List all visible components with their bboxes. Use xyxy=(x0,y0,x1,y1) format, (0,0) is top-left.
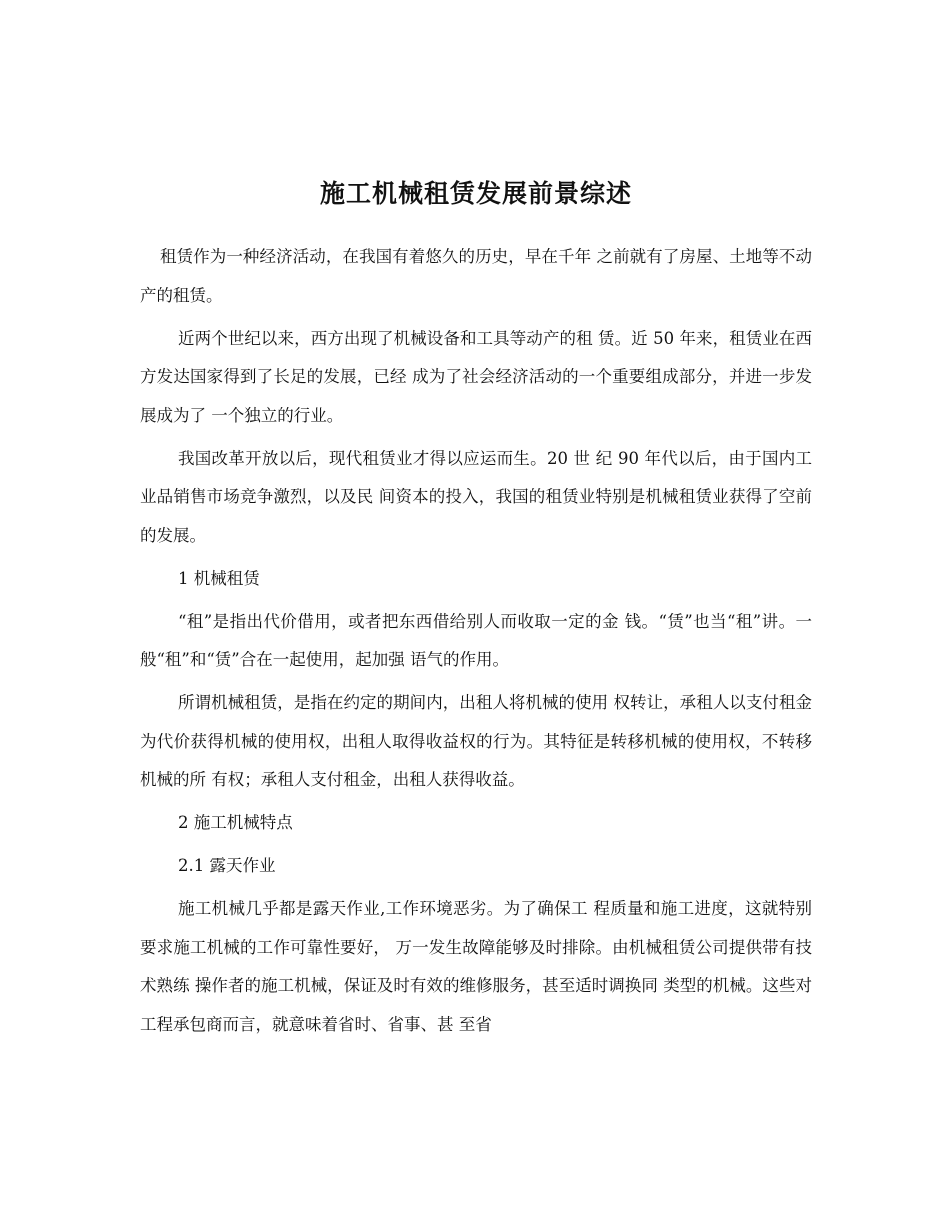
paragraph-western-leasing: 近两个世纪以来，西方出现了机械设备和工具等动产的租 赁。近 50 年来，租赁业在西方发达国家得到了长足的发展，已经 成为了社会经济活动的一个重要组成部分，并进一步发展成为了 一个独立的行业。 xyxy=(140,328,812,425)
paragraph-definition-machinery-leasing: 所谓机械租赁，是指在约定的期间内，出租人将机械的使用 权转让，承租人以支付租金为代价获得机械的使用权，出租人取得收益权的行为。其特征是转移机械的使用权，不转移机械的所 有权；承租人支付租金，出租人获得收益。 xyxy=(140,693,812,789)
section-heading-machinery-features: 2 施工机械特点 xyxy=(178,813,293,832)
document-page xyxy=(140,172,812,1049)
section-heading-machinery-leasing: 1 机械租赁 xyxy=(178,568,260,588)
paragraph-definition-zu-lin: “租”是指出代价借用，或者把东西借给别人而收取一定的金 钱。“赁”也当“租”讲。一般“租”和“赁”合在一起使用，起加强 语气的作用。 xyxy=(140,611,812,669)
paragraph-outdoor-work: 施工机械几乎都是露天作业,工作环境恶劣。为了确保工 程质量和施工进度，这就特别要求施工机械的工作可靠性要好， 万一发生故障能够及时排除。由机械租赁公司提供带有技术熟练 操作者的施工机械，保证及时有效的维修服务，甚至适时调换同 类型的机械。这些对工程承包商而言，就意味着省时、省事、甚 至省 xyxy=(140,899,812,1034)
subsection-heading-outdoor-work: 2.1 露天作业 xyxy=(178,856,276,875)
paragraph-china-leasing: 我国改革开放以后，现代租赁业才得以应运而生。20 世 纪 90 年代以后，由于国内工业品销售市场竞争激烈，以及民 间资本的投入，我国的租赁业特别是机械租赁业获得了空前 的发展。 xyxy=(140,448,812,545)
document-title: 施工机械租赁发展前景综述 xyxy=(319,179,632,208)
paragraph-intro: 租赁作为一种经济活动，在我国有着悠久的历史，早在千年 之前就有了房屋、土地等不动产的租赁。 xyxy=(140,247,812,305)
